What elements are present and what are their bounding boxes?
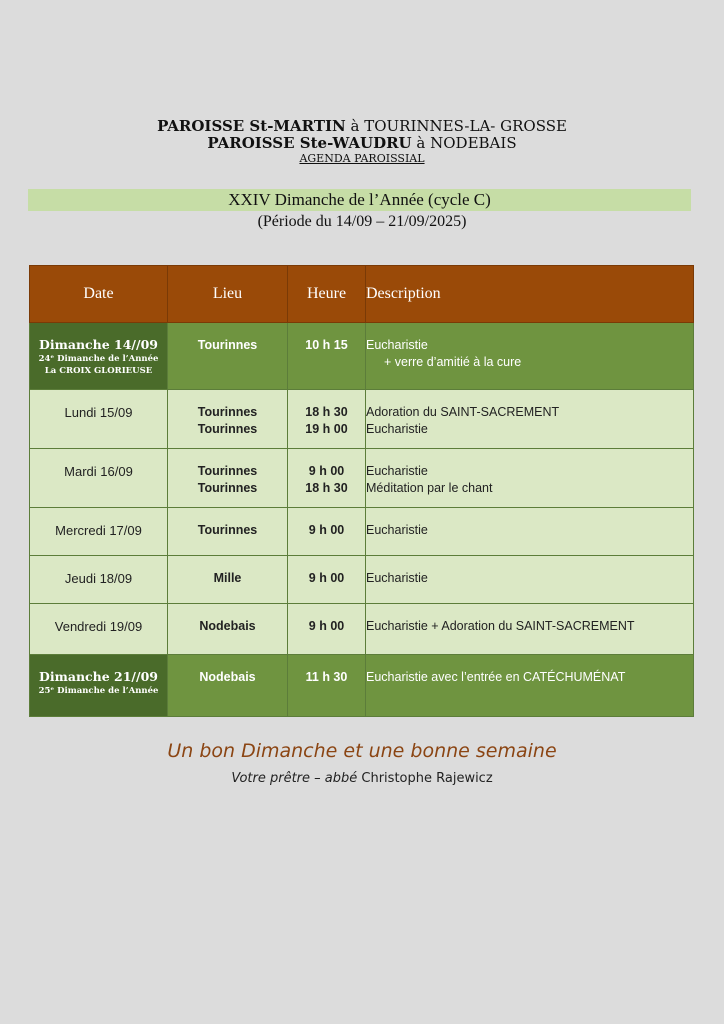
lieu-value: Nodebais bbox=[199, 619, 256, 633]
header-description: Description bbox=[366, 266, 694, 323]
parish-line-2 bbox=[0, 135, 724, 152]
cell-description bbox=[366, 508, 694, 556]
heure-value: 18 h 30 bbox=[305, 481, 348, 495]
parish-1-place: à TOURINNES-LA- GROSSE bbox=[345, 117, 567, 135]
cell-heure bbox=[288, 449, 366, 508]
cell-date bbox=[30, 508, 168, 556]
closing-wish: Un bon Dimanche et une bonne semaine bbox=[167, 740, 557, 762]
table-row bbox=[30, 390, 694, 449]
heure-value: 9 h 00 bbox=[308, 571, 345, 585]
cell-lieu bbox=[168, 508, 288, 556]
agenda-subtitle: AGENDA PAROISSIAL bbox=[299, 152, 425, 165]
lieu-value: Mille bbox=[213, 571, 242, 585]
date-label: Vendredi 19/09 bbox=[54, 619, 143, 634]
table-row bbox=[30, 449, 694, 508]
parish-1-name: PAROISSE St-MARTIN bbox=[157, 117, 346, 135]
lieu-value: Nodebais bbox=[199, 670, 256, 684]
cell-date bbox=[30, 449, 168, 508]
heure-value: 9 h 00 bbox=[308, 619, 345, 633]
description-value: Eucharistie bbox=[366, 422, 428, 436]
parish-line-1 bbox=[0, 118, 724, 135]
cell-description bbox=[366, 556, 694, 604]
cell-heure bbox=[288, 556, 366, 604]
cell-lieu bbox=[168, 655, 288, 717]
lieu-value: Tourinnes bbox=[197, 464, 258, 478]
cell-heure bbox=[288, 655, 366, 717]
heure-value: 11 h 30 bbox=[305, 670, 348, 684]
cell-heure bbox=[288, 323, 366, 390]
lieu-value: Tourinnes bbox=[197, 422, 258, 436]
header-date: Date bbox=[30, 266, 168, 323]
header-lieu: Lieu bbox=[168, 266, 288, 323]
heure-value: 9 h 00 bbox=[308, 523, 345, 537]
period-text: (Période du 14/09 – 21/09/2025) bbox=[257, 213, 467, 230]
date-label: Dimanche 21//09 bbox=[39, 669, 158, 684]
table-row bbox=[30, 604, 694, 655]
description-value: Eucharistie avec l’entrée en CATÉCHUMÉNAT bbox=[366, 670, 626, 684]
lieu-value: Tourinnes bbox=[197, 338, 258, 352]
date-label: Dimanche 14//09 bbox=[39, 337, 158, 352]
liturgical-title: XXIV Dimanche de l’Année (cycle C) bbox=[28, 189, 691, 211]
cell-description bbox=[366, 323, 694, 390]
cell-lieu bbox=[168, 390, 288, 449]
cell-description bbox=[366, 604, 694, 655]
heure-value: 9 h 00 bbox=[308, 464, 345, 478]
cell-date bbox=[30, 556, 168, 604]
date-label: Jeudi 18/09 bbox=[64, 571, 133, 586]
lieu-value: Tourinnes bbox=[197, 481, 258, 495]
description-value: Méditation par le chant bbox=[366, 481, 493, 495]
cell-date bbox=[30, 604, 168, 655]
cell-lieu bbox=[168, 323, 288, 390]
lieu-value: Tourinnes bbox=[197, 405, 258, 419]
cell-heure bbox=[288, 390, 366, 449]
cell-lieu bbox=[168, 604, 288, 655]
parish-2-name: PAROISSE Ste-WAUDRU bbox=[207, 134, 412, 152]
description-value: Adoration du SAINT-SACREMENT bbox=[366, 405, 560, 419]
lieu-value: Tourinnes bbox=[197, 523, 258, 537]
cell-description bbox=[366, 390, 694, 449]
heure-value: 18 h 30 bbox=[305, 405, 348, 419]
header-heure: Heure bbox=[288, 266, 366, 323]
table-row bbox=[30, 323, 694, 390]
table-row bbox=[30, 556, 694, 604]
cell-date bbox=[30, 655, 168, 717]
agenda-table bbox=[29, 265, 694, 717]
table-header-row bbox=[30, 266, 694, 323]
date-label: Mardi 16/09 bbox=[64, 464, 133, 479]
signature-name: Christophe Rajewicz bbox=[357, 771, 493, 786]
cell-description bbox=[366, 449, 694, 508]
description-value: Eucharistie bbox=[366, 338, 428, 352]
cell-date bbox=[30, 323, 168, 390]
table-row bbox=[30, 655, 694, 717]
table-row bbox=[30, 508, 694, 556]
description-value: + verre d’amitié à la cure bbox=[384, 355, 522, 369]
cell-description bbox=[366, 655, 694, 717]
date-subtitle: 25ᵉ Dimanche de l’Année bbox=[38, 686, 159, 696]
cell-lieu bbox=[168, 556, 288, 604]
description-value: Eucharistie bbox=[366, 571, 428, 585]
date-subtitle: 24ᵉ Dimanche de l’Année bbox=[38, 354, 159, 364]
date-subtitle: La CROIX GLORIEUSE bbox=[44, 366, 153, 376]
heure-value: 10 h 15 bbox=[305, 338, 348, 352]
cell-heure bbox=[288, 508, 366, 556]
description-value: Eucharistie bbox=[366, 523, 428, 537]
document-header bbox=[0, 118, 724, 165]
date-label: Mercredi 17/09 bbox=[55, 523, 142, 538]
cell-lieu bbox=[168, 449, 288, 508]
cell-date bbox=[30, 390, 168, 449]
date-label: Lundi 15/09 bbox=[64, 405, 133, 420]
signature bbox=[0, 771, 724, 786]
cell-heure bbox=[288, 604, 366, 655]
signature-role: Votre prêtre – abbé bbox=[231, 771, 358, 786]
description-value: Eucharistie bbox=[366, 464, 428, 478]
parish-2-place: à NODEBAIS bbox=[411, 134, 517, 152]
heure-value: 19 h 00 bbox=[305, 422, 348, 436]
description-value: Eucharistie + Adoration du SAINT-SACREMENT bbox=[366, 619, 635, 633]
